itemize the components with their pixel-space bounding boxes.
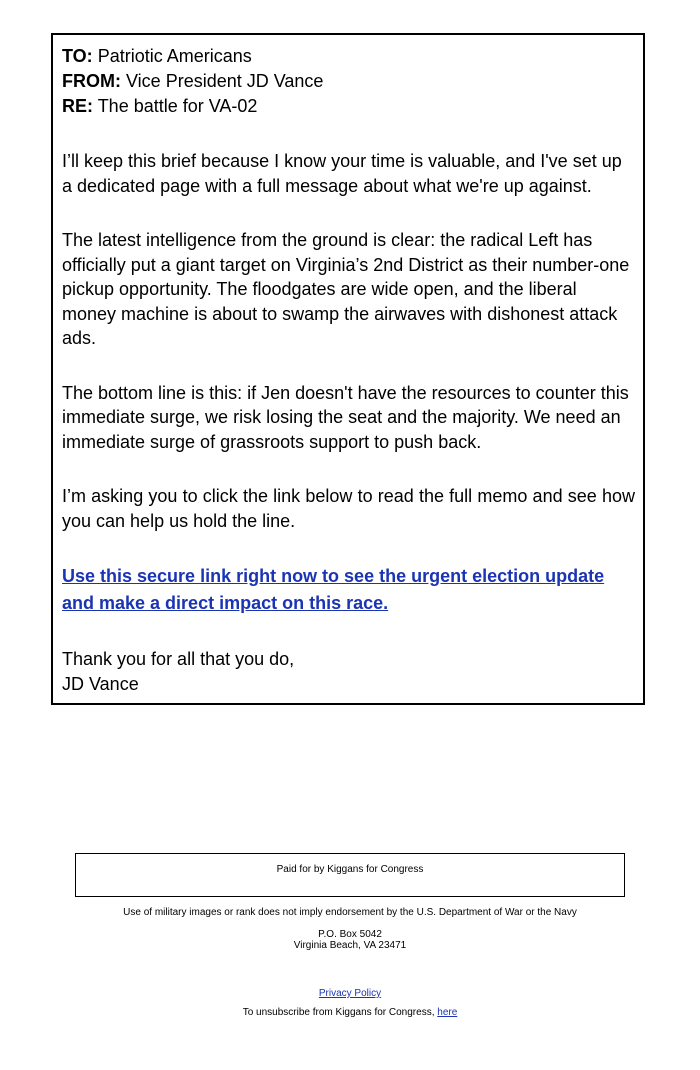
paragraph-bottom-line: The bottom line is this: if Jen doesn't have the resources to counter this immediate surge, we risk losing the seat and the majority. We need an immediate surge of grassroots support to push back. xyxy=(62,382,629,452)
paid-for-box xyxy=(75,853,625,897)
to-label: TO: xyxy=(62,46,93,66)
re-label: RE: xyxy=(62,96,93,116)
election-update-link[interactable]: Use this secure link right now to see the urgent election update and make a direct impact on this race. xyxy=(62,566,605,613)
re-value: The battle for VA-02 xyxy=(97,96,258,116)
paragraph-intro: I’ll keep this brief because I know your time is valuable, and I've set up a dedicated page with a full message about what we're up against. xyxy=(62,151,622,196)
to-value: Patriotic Americans xyxy=(97,46,252,66)
paragraph-ask: I’m asking you to click the link below to read the full memo and see how you can help us hold the line. xyxy=(62,486,635,531)
unsubscribe-text: To unsubscribe from Kiggans for Congress, xyxy=(242,1007,435,1018)
address-line-1: P.O. Box 5042 xyxy=(318,929,382,940)
paragraph-intelligence: The latest intelligence from the ground is clear: the radical Left has officially put a giant target on Virginia’s 2nd District as their number-one pickup opportunity. The floodgates are wide open, and the liberal money machine is about to swamp the airwaves with dishonest attack ads. xyxy=(62,230,630,348)
military-disclaimer: Use of military images or rank does not imply endorsement by the U.S. Department of War or the Navy xyxy=(123,907,577,918)
memo-box xyxy=(51,33,645,705)
address-line-2: Virginia Beach, VA 23471 xyxy=(293,940,407,951)
unsubscribe-row xyxy=(0,1007,700,1018)
mailing-address xyxy=(0,929,700,951)
memo-to-line xyxy=(62,44,635,69)
from-value: Vice President JD Vance xyxy=(126,71,324,91)
memo-re-line xyxy=(62,94,635,119)
from-label: FROM: xyxy=(62,71,121,91)
paid-for-text: Paid for by Kiggans for Congress xyxy=(276,864,424,875)
privacy-row xyxy=(0,988,700,999)
signature: JD Vance xyxy=(62,674,139,694)
memo-from-line xyxy=(62,69,635,94)
closing-block xyxy=(62,647,635,697)
privacy-policy-link[interactable]: Privacy Policy xyxy=(318,988,382,999)
unsubscribe-link[interactable]: here xyxy=(437,1007,458,1018)
closing-line: Thank you for all that you do, xyxy=(62,649,295,669)
